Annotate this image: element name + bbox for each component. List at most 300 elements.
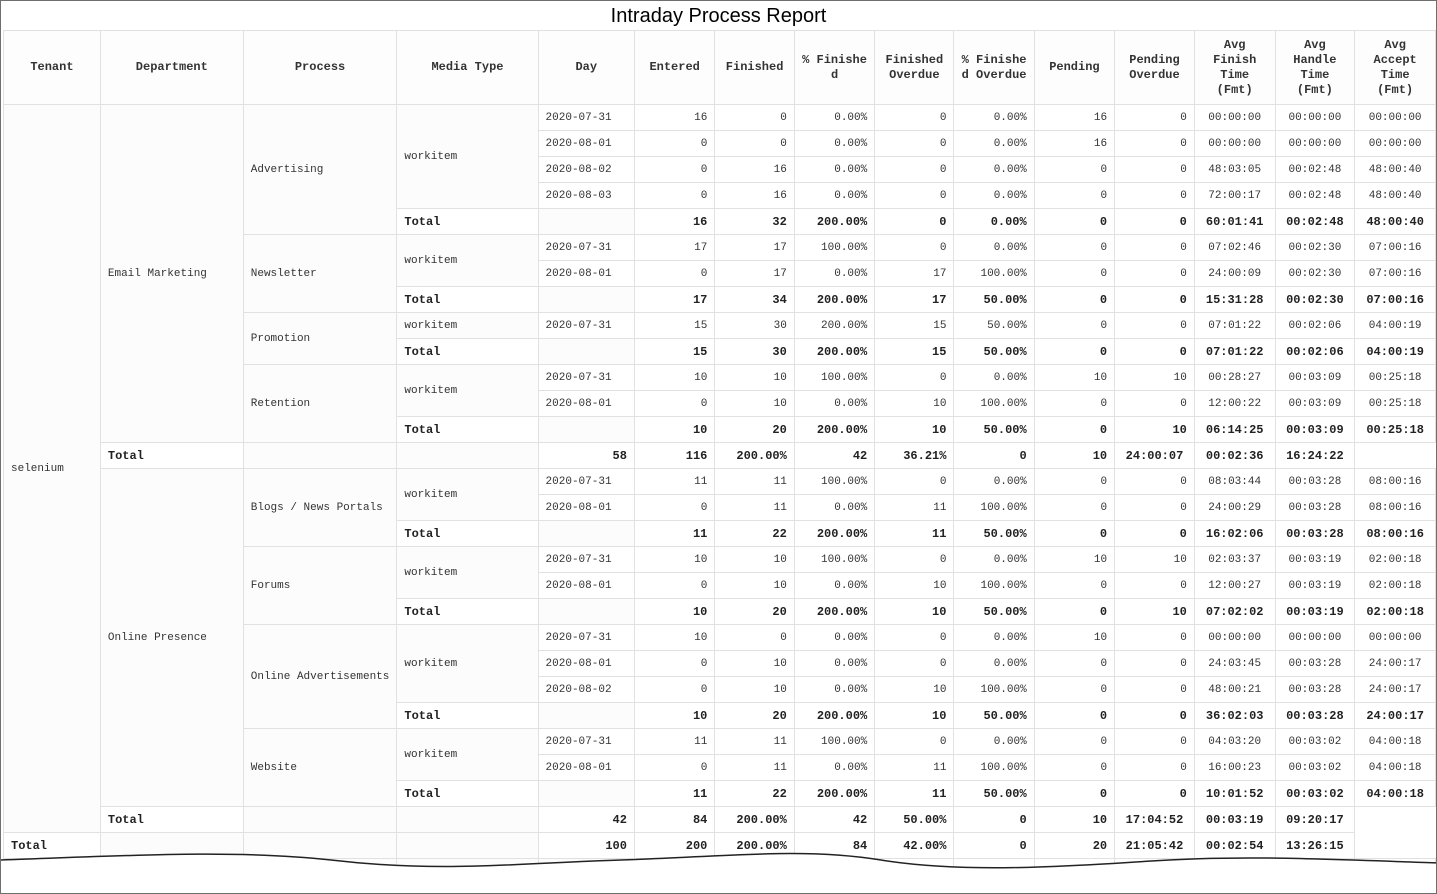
cell-pending: 0: [1034, 521, 1114, 547]
cell-pct-finished-overdue: 100.00%: [954, 573, 1034, 599]
cell-avg-accept-time: 24:00:17: [1355, 651, 1436, 677]
empty-cell: [243, 443, 397, 469]
empty-cell: [538, 287, 634, 313]
cell-avg-finish-time: 00:00:00: [1194, 131, 1275, 157]
cell-pct-finished: 0.00%: [794, 677, 874, 703]
cell-day: 2020-08-01: [538, 391, 634, 417]
cell-finished: 22: [715, 781, 794, 807]
cell-pct-finished: 200.00%: [794, 599, 874, 625]
cell-finished: 16: [715, 183, 794, 209]
cell-entered: 10: [634, 547, 714, 573]
cell-avg-accept-time: 07:00:16: [1355, 235, 1436, 261]
cell-finished: 0: [715, 131, 794, 157]
cell-finished: 10: [715, 573, 794, 599]
cell-pending: 16: [1034, 105, 1114, 131]
cell-finished-overdue: 10: [875, 677, 954, 703]
cell-pending-overdue: 0: [1115, 261, 1195, 287]
media-type-cell: workitem: [397, 547, 538, 599]
cell-entered: 10: [634, 599, 714, 625]
cell-pct-finished: 0.00%: [794, 261, 874, 287]
column-header-finished[interactable]: Finished: [715, 31, 794, 105]
empty-cell: [538, 599, 634, 625]
cell-pct-finished: 0.00%: [794, 625, 874, 651]
column-header-tenant[interactable]: Tenant: [4, 31, 101, 105]
cell-finished-overdue: 0: [875, 469, 954, 495]
cell-avg-finish-time: 00:00:00: [1194, 625, 1275, 651]
cell-pct-finished: 0.00%: [794, 573, 874, 599]
cell-avg-handle-time: 00:03:02: [1275, 755, 1355, 781]
cell-avg-accept-time: 16:24:22: [1275, 443, 1355, 469]
cell-avg-finish-time: 17:04:52: [1115, 807, 1195, 833]
cell-pending-overdue: 0: [1115, 313, 1195, 339]
cell-pct-finished: 100.00%: [794, 547, 874, 573]
empty-cell: [538, 209, 634, 235]
cell-day: 2020-08-01: [538, 131, 634, 157]
cell-avg-handle-time: 00:03:09: [1275, 391, 1355, 417]
column-header-pct-finished-overdue[interactable]: % Finished Overdue: [954, 31, 1034, 105]
cell-entered: 16: [634, 209, 714, 235]
cell-avg-accept-time: 04:00:19: [1355, 313, 1436, 339]
cell-pct-finished-overdue: 50.00%: [954, 313, 1034, 339]
cell-avg-handle-time: 00:02:30: [1275, 235, 1355, 261]
cell-pct-finished: 200.00%: [794, 287, 874, 313]
cell-pending-overdue: 0: [1115, 157, 1195, 183]
cell-pending: 10: [1034, 625, 1114, 651]
total-label: Total: [397, 781, 538, 807]
cell-entered: 16: [634, 105, 714, 131]
cell-pct-finished: 0.00%: [794, 183, 874, 209]
cell-pending: 0: [1034, 729, 1114, 755]
cell-finished-overdue: 11: [875, 521, 954, 547]
cell-avg-accept-time: 08:00:16: [1355, 521, 1436, 547]
cell-finished-overdue: 17: [875, 261, 954, 287]
cell-day: 2020-08-01: [538, 495, 634, 521]
cell-finished: 11: [715, 729, 794, 755]
department-total-row: [4, 807, 1436, 833]
cell-pending-overdue: 0: [1115, 651, 1195, 677]
cell-day: 2020-07-31: [538, 313, 634, 339]
cell-pending-overdue: 0: [1115, 677, 1195, 703]
column-header-day[interactable]: Day: [538, 31, 634, 105]
cell-finished-overdue: 0: [875, 209, 954, 235]
cell-avg-handle-time: 00:02:06: [1275, 313, 1355, 339]
cell-finished: 17: [715, 261, 794, 287]
cell-entered: 100: [538, 833, 634, 859]
cell-pct-finished: 0.00%: [794, 391, 874, 417]
cell-avg-finish-time: 48:03:05: [1194, 157, 1275, 183]
empty-cell: [538, 703, 634, 729]
cell-pending-overdue: 0: [1115, 573, 1195, 599]
cell-avg-accept-time: 24:00:17: [1355, 677, 1436, 703]
cell-pct-finished-overdue: 100.00%: [954, 677, 1034, 703]
cell-avg-accept-time: 00:00:00: [1355, 625, 1436, 651]
cell-pending: 0: [1034, 651, 1114, 677]
cell-pct-finished-overdue: 0.00%: [954, 651, 1034, 677]
cell-pct-finished-overdue: 0.00%: [954, 235, 1034, 261]
cell-finished: 11: [715, 755, 794, 781]
column-header-department[interactable]: Department: [100, 31, 243, 105]
cell-avg-accept-time: 02:00:18: [1355, 573, 1436, 599]
cell-pending: 0: [1034, 573, 1114, 599]
cell-avg-handle-time: 00:03:28: [1275, 677, 1355, 703]
cell-entered: 0: [634, 573, 714, 599]
media-type-cell: workitem: [397, 365, 538, 417]
total-label: Total: [397, 209, 538, 235]
cell-entered: 11: [634, 521, 714, 547]
cell-entered: 0: [634, 391, 714, 417]
column-header-avg-finish-time[interactable]: Avg Finish Time (Fmt): [1194, 31, 1275, 105]
cell-avg-accept-time: 00:00:00: [1355, 131, 1436, 157]
cell-avg-handle-time: 00:02:48: [1275, 209, 1355, 235]
cell-pct-finished: 100.00%: [794, 365, 874, 391]
cell-entered: 11: [634, 729, 714, 755]
total-label: Total: [4, 833, 101, 859]
empty-cell: [538, 417, 634, 443]
cell-entered: 10: [634, 365, 714, 391]
cell-day: 2020-07-31: [538, 547, 634, 573]
cell-pending-overdue: 10: [1115, 547, 1195, 573]
cell-day: 2020-08-01: [538, 755, 634, 781]
cell-pct-finished: 200.00%: [715, 807, 794, 833]
cell-avg-handle-time: 00:03:19: [1275, 599, 1355, 625]
cell-avg-finish-time: 15:31:28: [1194, 287, 1275, 313]
cell-pending: 0: [1034, 313, 1114, 339]
media-type-cell: workitem: [397, 625, 538, 703]
process-cell: Promotion: [243, 313, 397, 365]
cell-pct-finished-overdue: 0.00%: [954, 209, 1034, 235]
cell-avg-finish-time: 00:28:27: [1194, 365, 1275, 391]
cell-pending-overdue: 10: [1034, 443, 1114, 469]
cell-avg-accept-time: 48:00:40: [1355, 157, 1436, 183]
cell-pending: 0: [1034, 209, 1114, 235]
cell-avg-finish-time: 24:00:09: [1194, 261, 1275, 287]
cell-finished-overdue: 0: [875, 157, 954, 183]
cell-finished-overdue: 0: [875, 105, 954, 131]
cell-avg-finish-time: 36:02:03: [1194, 703, 1275, 729]
column-header-finished-overdue[interactable]: Finished Overdue: [875, 31, 954, 105]
cell-finished: 10: [715, 365, 794, 391]
media-type-cell: workitem: [397, 729, 538, 781]
cell-avg-finish-time: 16:02:06: [1194, 521, 1275, 547]
media-type-cell: workitem: [397, 469, 538, 521]
cell-avg-accept-time: 02:00:18: [1355, 547, 1436, 573]
cell-pct-finished-overdue: 0.00%: [954, 183, 1034, 209]
cell-pending-overdue: 10: [1115, 365, 1195, 391]
cell-pending: 10: [1034, 547, 1114, 573]
cell-pct-finished-overdue: 100.00%: [954, 495, 1034, 521]
cell-finished: 11: [715, 469, 794, 495]
cell-avg-finish-time: 21:05:42: [1115, 833, 1195, 859]
cell-day: 2020-08-02: [538, 677, 634, 703]
cell-avg-finish-time: 07:01:22: [1194, 339, 1275, 365]
cell-pct-finished-overdue: 50.00%: [954, 287, 1034, 313]
column-header-media-type[interactable]: Media Type: [397, 31, 538, 105]
cell-entered: 11: [634, 469, 714, 495]
cell-avg-finish-time: 07:02:46: [1194, 235, 1275, 261]
cell-pending-overdue: 0: [1115, 131, 1195, 157]
cell-pct-finished: 200.00%: [794, 339, 874, 365]
cell-finished: 20: [715, 599, 794, 625]
cell-avg-finish-time: 04:03:20: [1194, 729, 1275, 755]
column-header-avg-handle-time[interactable]: Avg Handle Time (Fmt): [1275, 31, 1355, 105]
empty-cell: [243, 807, 397, 833]
cell-pct-finished: 100.00%: [794, 235, 874, 261]
total-label: Total: [100, 443, 243, 469]
cell-avg-finish-time: 10:01:52: [1194, 781, 1275, 807]
cell-entered: 17: [634, 235, 714, 261]
cell-avg-accept-time: 04:00:18: [1355, 755, 1436, 781]
cell-avg-accept-time: 00:25:18: [1355, 365, 1436, 391]
cell-pct-finished-overdue: 0.00%: [954, 625, 1034, 651]
cell-avg-handle-time: 00:02:06: [1275, 339, 1355, 365]
cell-finished: 32: [715, 209, 794, 235]
cell-pending: 0: [954, 807, 1034, 833]
cell-entered: 0: [634, 157, 714, 183]
cell-pending-overdue: 0: [1115, 625, 1195, 651]
cell-avg-accept-time: 02:00:18: [1355, 599, 1436, 625]
cell-entered: 15: [634, 313, 714, 339]
total-label: Total: [397, 521, 538, 547]
cell-pct-finished: 100.00%: [794, 469, 874, 495]
process-cell: Blogs / News Portals: [243, 469, 397, 547]
cell-finished-overdue: 0: [875, 183, 954, 209]
cell-pct-finished: 0.00%: [794, 651, 874, 677]
cell-pct-finished: 200.00%: [715, 833, 794, 859]
cell-pct-finished: 0.00%: [794, 495, 874, 521]
cell-pct-finished-overdue: 100.00%: [954, 391, 1034, 417]
cell-avg-finish-time: 48:00:21: [1194, 677, 1275, 703]
cell-pending: 0: [1034, 781, 1114, 807]
report-table: [3, 30, 1436, 885]
cell-pct-finished: 200.00%: [715, 443, 794, 469]
department-cell: Online Presence: [100, 469, 243, 807]
cell-finished: 11: [715, 495, 794, 521]
cell-pending-overdue: 0: [1115, 391, 1195, 417]
cell-avg-finish-time: 06:14:25: [1194, 417, 1275, 443]
cell-entered: 58: [538, 443, 634, 469]
cell-pct-finished: 200.00%: [794, 209, 874, 235]
column-header-process[interactable]: Process: [243, 31, 397, 105]
cell-entered: 0: [634, 495, 714, 521]
column-header-pending[interactable]: Pending: [1034, 31, 1114, 105]
cell-avg-accept-time: 07:00:16: [1355, 261, 1436, 287]
cell-finished: 10: [715, 391, 794, 417]
cell-pending-overdue: 0: [1115, 235, 1195, 261]
cell-avg-accept-time: 09:20:17: [1275, 807, 1355, 833]
cell-pct-finished-overdue: 50.00%: [954, 599, 1034, 625]
cell-finished: 22: [715, 521, 794, 547]
cell-pending-overdue: 0: [1115, 105, 1195, 131]
cell-day: 2020-07-31: [538, 365, 634, 391]
cell-pending: 10: [1034, 365, 1114, 391]
cell-finished-overdue: 0: [875, 547, 954, 573]
cell-finished-overdue: 0: [875, 235, 954, 261]
process-cell: Website: [243, 729, 397, 807]
cell-finished-overdue: 10: [875, 599, 954, 625]
cell-pending-overdue: 0: [1115, 183, 1195, 209]
cell-pct-finished: 200.00%: [794, 313, 874, 339]
cell-day: 2020-07-31: [538, 105, 634, 131]
cell-avg-handle-time: 00:02:54: [1194, 833, 1275, 859]
cell-pending: 0: [1034, 261, 1114, 287]
cell-day: 2020-08-01: [538, 261, 634, 287]
cell-pct-finished: 200.00%: [794, 417, 874, 443]
cell-pct-finished: 200.00%: [794, 781, 874, 807]
cell-pending: 0: [1034, 599, 1114, 625]
column-header-pending-overdue[interactable]: Pending Overdue: [1115, 31, 1195, 105]
cell-day: 2020-07-31: [538, 729, 634, 755]
cell-finished-overdue: 42: [794, 443, 874, 469]
cell-finished: 10: [715, 677, 794, 703]
cell-avg-finish-time: 07:01:22: [1194, 313, 1275, 339]
cell-finished-overdue: 10: [875, 573, 954, 599]
cell-avg-accept-time: 48:00:40: [1355, 183, 1436, 209]
cell-finished: 116: [634, 443, 714, 469]
cell-pending: 0: [1034, 755, 1114, 781]
department-total-row: [4, 443, 1436, 469]
total-label: Total: [397, 287, 538, 313]
cell-avg-accept-time: 48:00:40: [1355, 209, 1436, 235]
cell-avg-handle-time: 00:03:28: [1275, 703, 1355, 729]
cell-avg-handle-time: 00:02:48: [1275, 157, 1355, 183]
cell-avg-accept-time: 00:25:18: [1355, 417, 1436, 443]
cell-entered: 0: [634, 755, 714, 781]
cell-avg-finish-time: 12:00:27: [1194, 573, 1275, 599]
cell-finished: 200: [634, 833, 714, 859]
cell-avg-finish-time: 02:03:37: [1194, 547, 1275, 573]
cell-pending-overdue: 20: [1034, 833, 1114, 859]
report-title: Intraday Process Report: [610, 5, 827, 27]
cell-avg-accept-time: 04:00:18: [1355, 729, 1436, 755]
cell-avg-handle-time: 00:03:09: [1275, 365, 1355, 391]
cell-day: 2020-07-31: [538, 235, 634, 261]
cell-finished: 20: [715, 703, 794, 729]
process-cell: Online Advertisements: [243, 625, 397, 729]
cell-avg-finish-time: 16:00:23: [1194, 755, 1275, 781]
cell-avg-accept-time: 04:00:18: [1355, 781, 1436, 807]
cell-pending-overdue: 10: [1115, 417, 1195, 443]
cell-pct-finished-overdue: 42.00%: [875, 833, 954, 859]
cell-pending: 0: [1034, 235, 1114, 261]
cell-finished-overdue: 11: [875, 781, 954, 807]
report-body: [4, 105, 1436, 885]
cell-day: 2020-07-31: [538, 469, 634, 495]
empty-cell: [397, 443, 538, 469]
process-cell: Advertising: [243, 105, 397, 235]
column-header-entered[interactable]: Entered: [634, 31, 714, 105]
cell-pending-overdue: 0: [1115, 729, 1195, 755]
cell-day: 2020-08-01: [538, 573, 634, 599]
tenant-cell: selenium: [4, 105, 101, 833]
cell-avg-finish-time: 24:03:45: [1194, 651, 1275, 677]
cell-avg-handle-time: 00:00:00: [1275, 131, 1355, 157]
cell-avg-accept-time: 04:00:19: [1355, 339, 1436, 365]
department-cell: Email Marketing: [100, 105, 243, 443]
total-label: Total: [397, 599, 538, 625]
cell-pending-overdue: 0: [1115, 755, 1195, 781]
empty-cell: [397, 807, 538, 833]
cell-finished-overdue: 0: [875, 729, 954, 755]
cell-avg-accept-time: 13:26:15: [1275, 833, 1355, 859]
cell-pct-finished-overdue: 0.00%: [954, 547, 1034, 573]
cell-avg-handle-time: 00:02:30: [1275, 287, 1355, 313]
cell-avg-handle-time: 00:03:02: [1275, 729, 1355, 755]
cell-avg-handle-time: 00:00:00: [1275, 105, 1355, 131]
table-row: [4, 105, 1436, 131]
media-type-cell: workitem: [397, 313, 538, 339]
cell-finished-overdue: 0: [875, 625, 954, 651]
media-type-cell: workitem: [397, 105, 538, 209]
cell-pending-overdue: 0: [1115, 781, 1195, 807]
cell-finished: 0: [715, 625, 794, 651]
cell-pending: 0: [954, 833, 1034, 859]
cell-entered: 17: [634, 287, 714, 313]
cell-finished: 84: [634, 807, 714, 833]
empty-cell: [538, 339, 634, 365]
cell-finished: 30: [715, 339, 794, 365]
cell-finished: 0: [715, 105, 794, 131]
cell-day: 2020-08-01: [538, 651, 634, 677]
cell-entered: 10: [634, 625, 714, 651]
cell-pending: 0: [1034, 417, 1114, 443]
cell-pending-overdue: 0: [1115, 469, 1195, 495]
cell-pending: 0: [1034, 183, 1114, 209]
cell-avg-handle-time: 00:03:19: [1275, 547, 1355, 573]
cell-pending-overdue: 10: [1034, 807, 1114, 833]
cell-pct-finished: 100.00%: [794, 729, 874, 755]
cell-entered: 15: [634, 339, 714, 365]
cell-pct-finished-overdue: 0.00%: [954, 469, 1034, 495]
cell-pct-finished-overdue: 50.00%: [875, 807, 954, 833]
cell-avg-accept-time: 24:00:17: [1355, 703, 1436, 729]
cell-day: 2020-08-02: [538, 157, 634, 183]
cell-pct-finished: 0.00%: [794, 157, 874, 183]
media-type-cell: workitem: [397, 235, 538, 287]
empty-cell: [538, 781, 634, 807]
cell-pct-finished-overdue: 100.00%: [954, 755, 1034, 781]
cell-pct-finished: 0.00%: [794, 755, 874, 781]
cell-entered: 0: [634, 677, 714, 703]
cell-pct-finished-overdue: 50.00%: [954, 781, 1034, 807]
cell-pending-overdue: 0: [1115, 495, 1195, 521]
cell-avg-handle-time: 00:03:28: [1275, 651, 1355, 677]
cell-pending: 0: [1034, 677, 1114, 703]
cell-avg-accept-time: 00:00:00: [1355, 105, 1436, 131]
column-header-pct-finished[interactable]: % Finished: [794, 31, 874, 105]
cell-finished-overdue: 42: [794, 807, 874, 833]
cell-avg-accept-time: 08:00:16: [1355, 469, 1436, 495]
process-cell: Retention: [243, 365, 397, 443]
cell-day: 2020-08-03: [538, 183, 634, 209]
cell-finished-overdue: 0: [875, 365, 954, 391]
cell-entered: 42: [538, 807, 634, 833]
total-label: Total: [397, 417, 538, 443]
column-header-avg-accept-time[interactable]: Avg Accept Time (Fmt): [1355, 31, 1436, 105]
cell-avg-finish-time: 00:00:00: [1194, 105, 1275, 131]
cell-avg-finish-time: 07:02:02: [1194, 599, 1275, 625]
cell-avg-handle-time: 00:00:00: [1275, 625, 1355, 651]
process-cell: Newsletter: [243, 235, 397, 313]
cell-finished-overdue: 84: [794, 833, 874, 859]
total-label: Total: [397, 339, 538, 365]
cell-avg-accept-time: 08:00:16: [1355, 495, 1436, 521]
cell-entered: 11: [634, 781, 714, 807]
cell-avg-finish-time: 08:03:44: [1194, 469, 1275, 495]
cell-avg-handle-time: 00:02:48: [1275, 183, 1355, 209]
cell-avg-finish-time: 12:00:22: [1194, 391, 1275, 417]
cell-finished-overdue: 17: [875, 287, 954, 313]
cell-pct-finished-overdue: 36.21%: [875, 443, 954, 469]
